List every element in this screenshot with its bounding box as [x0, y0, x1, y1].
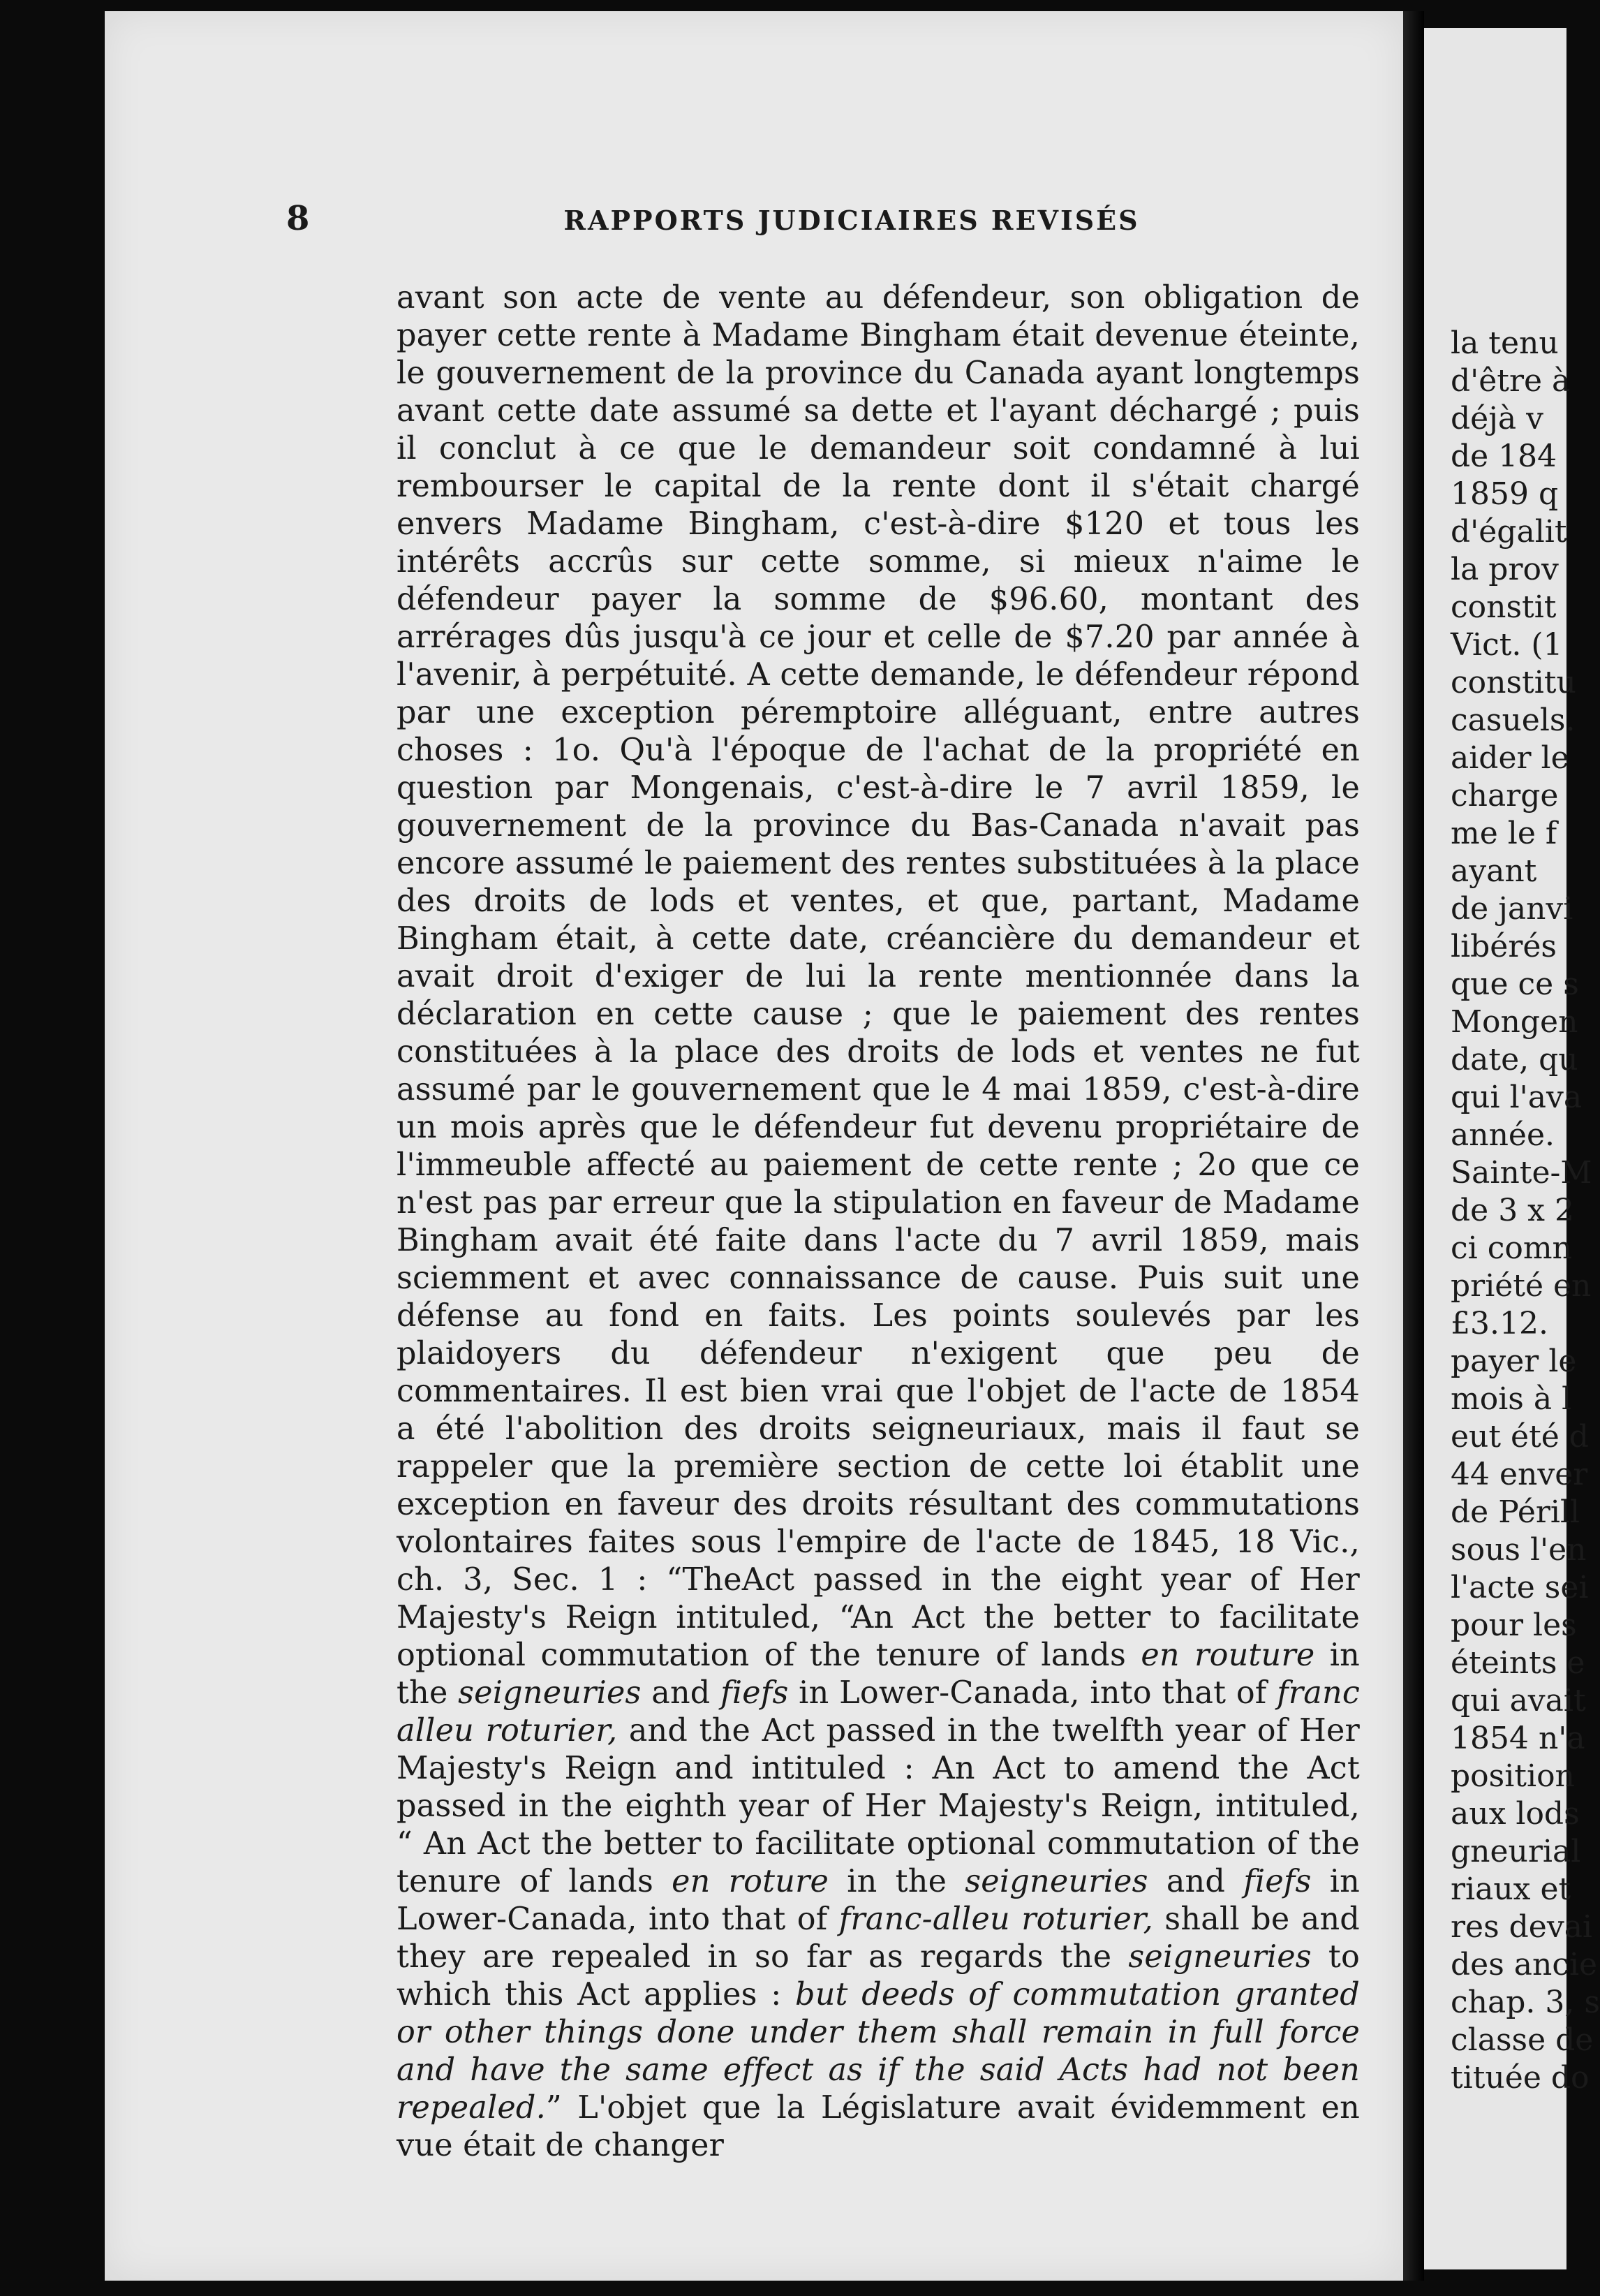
facing-page-line: eut été d: [1451, 1419, 1589, 1455]
facing-page-line: ci comn: [1451, 1230, 1572, 1266]
facing-page-line: 1859 q: [1451, 476, 1559, 512]
facing-page-line: qui l'ava: [1451, 1080, 1583, 1115]
body-text: [397, 279, 1360, 2165]
facing-page-line: constitu: [1451, 665, 1576, 700]
facing-page-line: qui avait: [1451, 1683, 1586, 1719]
facing-page-line: ayant: [1451, 853, 1537, 889]
italic-run: en routure: [1141, 1638, 1315, 1673]
italic-run: fiefs: [720, 1675, 789, 1711]
facing-page-line: d'être à: [1451, 363, 1571, 399]
facing-page-line: aider le: [1451, 740, 1569, 776]
facing-page-line: que ce s: [1451, 966, 1579, 1002]
text-run: and the Act passed in the twelfth year of Her Majesty's Reign and intituled : An Act to amend the Act passed in the eighth year of Her Majesty's Reign, intituled, “ An Act the better to facilitate optional commutation of the tenure of lands: [397, 1713, 1361, 1899]
italic-run: fiefs: [1243, 1864, 1312, 1899]
text-run: in Lower-Canada, into that of: [397, 1864, 1361, 1937]
facing-page-line: pour les: [1451, 1607, 1577, 1643]
facing-page-line: des ancie: [1451, 1947, 1598, 1982]
italic-run: seigneuries: [1128, 1939, 1312, 1975]
facing-page-line: de janvi: [1451, 891, 1573, 927]
text-run: in Lower-Canada, into that of: [788, 1675, 1277, 1711]
facing-page-line: éteints e: [1451, 1645, 1585, 1681]
facing-page-line: sous l'en: [1451, 1532, 1587, 1568]
facing-page-line: la prov: [1451, 552, 1559, 587]
facing-page-line: Mongen: [1451, 1004, 1578, 1040]
facing-page-line: 1854 n'a: [1451, 1721, 1585, 1756]
text-run: avant son acte de vente au défendeur, son obligation de payer cette rente à Madame Bingham était devenue éteinte, le gouvernement de la province du Canada ayant longtemps avant cette date assumé sa dette et l'ayant déchargé ; puis il conclut à ce que le demandeur soit condamné à lui rembourser le capital de la rente dont il s'était chargé envers Madame Bingham, c'est-à-dire $120 et tous les intérêts accrûs sur cette somme, si mieux n'aime le défendeur payer la somme de $96.60, montant des arrérages dûs jusqu'à ce jour et celle de $7.20 par année à l'avenir, à perpétuité. A cette demande, le défendeur répond par une exception péremptoire alléguant, entre autres choses : 1o. Qu'à l'époque de l'achat de la propriété en question par Mongenais, c'est-à-dire le 7 avril 1859, le gouvernement de la province du Bas-Canada n'avait pas encore assumé le paiement des rentes substituées à la place des droits de lods et ventes, et que, partant, Madame Bingham était, à cette date, créancière du demandeur et avait droit d'exiger de lui la rente mentionnée dans la déclaration en cette cause ; que le paiement des rentes constituées à la place des droits de lods et ventes ne fut assumé par le gouvernement que le 4 mai 1859, c'est-à-dire un mois après que le défendeur fut devenu propriétaire de l'immeuble affecté au paiement de cette rente ; 2o que ce n'est pas par erreur que la stipulation en faveur de Madame Bingham avait été faite dans l'acte du 7 avril 1859, mais sciemment et avec connaissance de cause. Puis suit une défense au fond en faits. Les points soulevés par les plaidoyers du défendeur n'exigent que peu de commentaires. Il est bien vrai que l'objet de l'acte de 1854 a été l'abolition des droits seigneuriaux, mais il faut se rappeler que la première section de cette loi établit une exception en faveur des droits résultant des commutations volontaires faites sous l'empire de l'acte de 1845, 18 Vic., ch. 3, Sec. 1 : “TheAct passed in the eight year of Her Majesty's Reign intituled, “An Act the better to facilitate optional commutation of the tenure of lands: [397, 280, 1360, 1673]
facing-page-text: [1451, 325, 1600, 2097]
facing-page-line: me le f: [1451, 816, 1557, 851]
facing-page-line: aux lods: [1451, 1796, 1580, 1832]
text-run: and: [1148, 1864, 1244, 1899]
facing-page-line: déjà v: [1451, 401, 1543, 436]
facing-page-line: l'acte sei: [1451, 1570, 1589, 1605]
facing-page-line: Vict. (1: [1451, 627, 1563, 663]
text-run: ” L'objet que la Législature avait évidemment en vue était de changer: [397, 2090, 1360, 2163]
italic-run: but deeds of commutation granted or other things done under them shall remain in full force and have the same effect as if the said Acts had not been repealed.: [397, 1977, 1360, 2126]
text-run: in the: [397, 1638, 1360, 1711]
text-run: shall be and they are repealed in so far as regards the: [397, 1901, 1360, 1975]
facing-page-line: priété en: [1451, 1268, 1592, 1304]
text-run: and: [641, 1675, 721, 1711]
facing-page-line: tituée do: [1451, 2060, 1590, 2096]
facing-page-line: payer le: [1451, 1344, 1577, 1379]
page-number: 8: [286, 199, 310, 238]
facing-page-line: position: [1451, 1758, 1575, 1794]
facing-page-line: chap. 3, s: [1451, 1985, 1600, 2020]
facing-page-line: £3.12.: [1451, 1306, 1548, 1341]
facing-page-line: année.: [1451, 1117, 1555, 1153]
facing-page: [1424, 28, 1600, 2269]
italic-run: franc-alleu roturier,: [838, 1901, 1153, 1937]
facing-page-line: la tenu: [1451, 325, 1559, 361]
facing-page-line: res devai: [1451, 1909, 1593, 1945]
body-paragraph: [397, 279, 1360, 2165]
italic-run: franc alleu roturier,: [397, 1675, 1360, 1749]
facing-page-line: constit: [1451, 589, 1557, 625]
italic-run: en roture: [672, 1864, 829, 1899]
facing-page-line: casuels.: [1451, 702, 1576, 738]
book-gutter: [1403, 11, 1424, 2281]
facing-page-line: de 184: [1451, 439, 1557, 474]
facing-page-line: de Périll: [1451, 1494, 1580, 1530]
text-run: in the: [829, 1864, 965, 1899]
italic-run: seigneuries: [458, 1675, 642, 1711]
facing-page-line: 44 enver: [1451, 1457, 1588, 1492]
facing-page-line: mois à l: [1451, 1381, 1572, 1417]
running-title: RAPPORTS JUDICIAIRES REVISÉS: [563, 205, 1140, 236]
facing-page-line: classe de: [1451, 2022, 1594, 2058]
page-header: [286, 199, 1375, 248]
facing-page-line: gneurial: [1451, 1834, 1581, 1869]
facing-page-line: d'égalit: [1451, 514, 1567, 550]
italic-run: seigneuries: [965, 1864, 1148, 1899]
facing-page-line: libérés: [1451, 929, 1557, 964]
facing-page-line: riaux et: [1451, 1871, 1571, 1907]
facing-page-line: charge: [1451, 778, 1559, 814]
facing-page-line: date, qu: [1451, 1042, 1578, 1077]
text-run: to which this Act applies :: [397, 1939, 1360, 2012]
facing-page-line: de 3 x 2: [1451, 1193, 1574, 1228]
facing-page-line: Sainte-M: [1451, 1155, 1592, 1191]
